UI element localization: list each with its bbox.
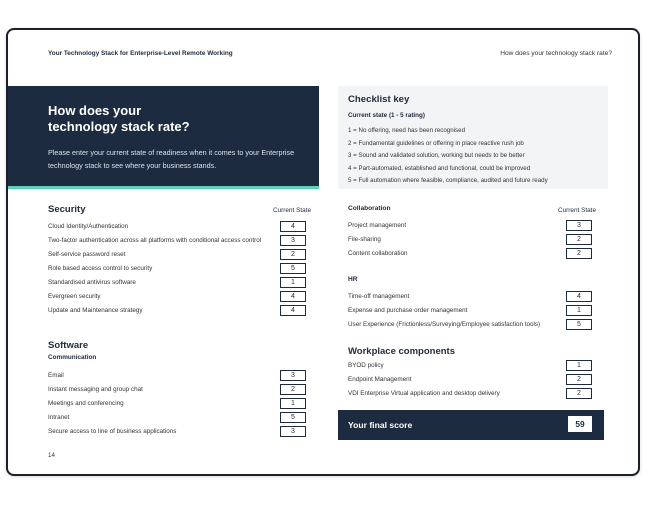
list-item	[48, 426, 313, 438]
item-label: Expense and purchase order management	[348, 307, 468, 314]
rating-box[interactable]: 5	[566, 319, 592, 330]
hero-title	[48, 103, 288, 134]
list-item	[348, 305, 598, 317]
workplace-title: Workplace components	[348, 346, 455, 357]
list-item	[348, 388, 598, 400]
rating-box[interactable]: 1	[566, 360, 592, 371]
item-label: Content collaboration	[348, 250, 408, 257]
list-item	[48, 305, 313, 317]
checklist-key-subtitle: Current state (1 - 5 rating)	[348, 112, 425, 119]
rating-box[interactable]: 4	[280, 305, 306, 316]
software-subtitle: Communication	[48, 354, 97, 361]
rating-box[interactable]: 5	[280, 263, 306, 274]
list-item	[348, 291, 598, 303]
rating-box[interactable]: 2	[280, 384, 306, 395]
item-label: Email	[48, 372, 64, 379]
rating-box[interactable]: 4	[280, 291, 306, 302]
rating-box[interactable]: 4	[280, 221, 306, 232]
item-label: User Experience (Frictionless/Surveying/Employee satisfaction tools)	[348, 321, 541, 328]
checklist-key-item: 4 = Part-automated, established and functional, could be improved	[348, 164, 531, 172]
rating-box[interactable]: 1	[280, 277, 306, 288]
item-label: Secure access to line of business applications	[48, 428, 177, 435]
list-item	[48, 291, 313, 303]
rating-box[interactable]: 3	[280, 426, 306, 437]
item-label: Endpoint Management	[348, 376, 412, 383]
rating-box[interactable]: 4	[566, 291, 592, 302]
rating-box[interactable]: 5	[280, 412, 306, 423]
list-item	[48, 277, 313, 289]
rating-box[interactable]: 3	[280, 370, 306, 381]
item-label: BYOD policy	[348, 362, 384, 369]
rating-box[interactable]: 1	[280, 398, 306, 409]
list-item	[348, 220, 598, 232]
list-item	[48, 412, 313, 424]
rating-box[interactable]: 3	[280, 235, 306, 246]
rating-box[interactable]: 1	[566, 305, 592, 316]
security-title: Security	[48, 204, 86, 215]
checklist-key	[338, 86, 608, 189]
rating-box[interactable]: 2	[566, 388, 592, 399]
list-item	[48, 235, 313, 247]
hr-title: HR	[348, 276, 358, 283]
collaboration-current-state-label: Current State	[558, 207, 597, 214]
rating-box[interactable]: 3	[566, 220, 592, 231]
item-label: Role based access control to security	[48, 265, 153, 272]
item-label: Self-service password reset	[48, 251, 126, 258]
item-label: Evergreen security	[48, 293, 101, 300]
item-label: Cloud Identity/Authentication	[48, 223, 129, 230]
rating-box[interactable]: 2	[566, 374, 592, 385]
item-label: Update and Maintenance strategy	[48, 307, 143, 314]
list-item	[348, 360, 598, 372]
running-header-title: Your Technology Stack for Enterprise-Level Remote Working	[48, 50, 233, 57]
list-item	[348, 248, 598, 260]
checklist-key-title: Checklist key	[348, 94, 410, 105]
list-item	[348, 234, 598, 246]
rating-box[interactable]: 2	[566, 234, 592, 245]
final-score-bar	[338, 410, 604, 440]
hero-text: Please enter your current state of readiness when it comes to your Enterprise technology stack to see where your business stands.	[48, 148, 295, 170]
hero-title-line2: technology stack rate?	[48, 118, 190, 134]
page-number: 14	[48, 452, 55, 459]
item-label: Project management	[348, 222, 407, 229]
final-score-label: Your final score	[348, 420, 413, 430]
list-item	[48, 263, 313, 275]
rating-box[interactable]: 2	[566, 248, 592, 259]
rating-box[interactable]: 2	[280, 249, 306, 260]
list-item	[48, 370, 313, 382]
final-score-value[interactable]: 59	[568, 416, 592, 432]
checklist-key-list	[348, 125, 548, 188]
checklist-key-item: 2 = Fundamental guidelines or offering in place reactive rush job	[348, 139, 524, 147]
list-item	[48, 221, 313, 233]
list-item	[348, 374, 598, 386]
list-item	[48, 398, 313, 410]
list-item	[48, 249, 313, 261]
item-label: Two-factor authentication across all platforms with conditional access control	[48, 237, 262, 244]
item-label: Time-off management	[348, 293, 410, 300]
document-page	[6, 28, 640, 476]
hero-banner	[8, 86, 319, 189]
list-item	[48, 384, 313, 396]
checklist-key-item: 3 = Sound and validated solution, working but needs to be better	[348, 152, 525, 159]
item-label: Standardised antivirus software	[48, 279, 136, 286]
hero-title-line1: How does your	[48, 103, 142, 118]
collaboration-title: Collaboration	[348, 205, 391, 212]
security-current-state-label: Current State	[273, 207, 312, 214]
checklist-key-item: 5 = Full automation where feasible, compliance, audited and future ready	[348, 177, 548, 184]
software-title: Software	[48, 340, 89, 351]
item-label: Meetings and conferencing	[48, 400, 124, 407]
item-label: VDI Enterprise Virtual application and desktop delivery	[348, 390, 500, 397]
running-header-section: How does your technology stack rate?	[500, 50, 612, 57]
item-label: File-sharing	[348, 236, 381, 243]
item-label: Instant messaging and group chat	[48, 386, 143, 393]
list-item	[348, 319, 598, 331]
checklist-key-item: 1 = No offering, need has been recognised	[348, 127, 466, 134]
item-label: Intranet	[48, 414, 70, 421]
